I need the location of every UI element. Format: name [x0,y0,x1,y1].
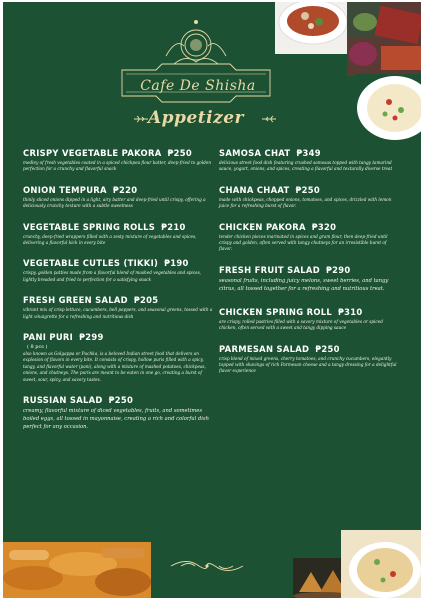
item-price: ₱299 [79,332,104,343]
item-price: ₱250 [295,184,321,195]
item-name: CHANA CHAAT [219,184,290,195]
menu-item [23,395,213,431]
menu-page [3,2,421,598]
item-name: PANI PURI [23,332,74,343]
item-price: ₱320 [311,221,337,232]
bottom-ornament-icon [169,555,245,577]
food-photo-bowl [275,2,347,54]
food-photo-fried-snacks [3,542,151,598]
item-description: medley of fresh vegetables coated in a spiced chickpea flour batter, deep-fried to golden perfection for a crunchy and flavorful snack [23,160,212,172]
section-title: Appetizer [147,108,245,128]
menu-item [23,148,213,173]
menu-item [219,265,397,293]
item-description: seasonal fruits, including juicy melons, sweet berries, and tangy citrus, all tossed together for a refreshing and nutritious treat. [219,277,389,292]
menu-item [219,307,397,332]
food-photo-salad-bowl [355,74,421,142]
item-name: CHICKEN SPRING ROLL [219,306,333,317]
item-description: crunchy, deep-fried wrappers filled with a zesty mixture of vegetables and spices, delivering a flavorful kick in every bite [23,233,197,246]
menu-column-right [219,148,397,384]
item-name: SAMOSA CHAT [219,148,291,158]
item-price: ₱349 [296,148,321,158]
flourish-right-icon [261,114,277,124]
item-name: CHICKEN PAKORA [219,221,306,232]
item-description: also known as Golgappa or Puchka, is a beloved Indian street food that delivers an explosion of flavors in every bite. It consists of crispy, hollow puris filled with a spicy, tangy, and flavorful water (pani), along with a mixture of mashed potatoes, chickpeas, onions, and chutneys. The puris are meant to be eaten in one go, creating a burst of sweet, sour, spicy, and savory tastes. [23,351,206,382]
item-name: VEGETABLE SPRING ROLLS [23,221,156,232]
item-description: delicious street food dish featuring crushed samosas topped with tangy tamarind sauce, yogurt, onions, and spices, creating a flavorful and texturally diverse treat [219,160,393,172]
food-photo-chicken [341,530,421,598]
item-name: FRESH FRUIT SALAD [219,264,320,275]
item-name: PARMESAN SALAD [219,343,310,354]
item-description: made with chickpeas, chopped onions, tomatoes, and spices, drizzled with lemon juice for a refreshing burst of flavor. [219,196,392,209]
item-price: ₱210 [161,221,186,232]
item-name: VEGETABLE CUTLES (TIKKI) [23,258,159,269]
menu-item [219,222,397,253]
item-price: ₱220 [112,184,138,195]
item-price: ₱250 [167,148,192,158]
menu-item [23,295,213,320]
item-price: ₱310 [338,306,363,317]
menu-item [219,185,397,210]
menu-column-left [23,148,213,440]
item-price: ₱290 [325,264,351,275]
menu-item [219,148,397,173]
menu-item [219,344,397,375]
menu-item [23,332,213,383]
item-description: thinly sliced onions dipped in a light, airy batter and deep-fried until crispy, offering a deliciously crunchy texture with a subtle sweetness [23,196,206,209]
item-description: tender chicken pieces marinated in spices and gram flour, then deep-fried until crispy and golden, often served with tangy chutneys for an irresistible burst of flavor. [219,233,388,252]
item-description: crisp blend of mixed greens, cherry tomatoes, and crunchy cucumbers, elegantly topped with shavings of rich Parmesan cheese and a tangy dressing for a delightful flavor experience [219,355,397,374]
item-description: vibrant mix of crisp lettuce, cucumbers, bell peppers, and seasonal greens, tossed with a light vinaigrette for a refreshing and nutritious dish [23,307,213,319]
item-name: FRESH GREEN SALAD [23,295,128,306]
food-photo-grill [347,2,421,76]
cafe-name: Cafe De Shisha [140,78,256,94]
item-name: CRISPY VEGETABLE PAKORA [23,148,162,158]
item-description: creamy, flavorful mixture of diced vegetables, fruits, and sometimes boiled eggs, all tossed in mayonnaise, creating a rich and colorful dish perfect for any occasion. [23,408,209,431]
menu-item [23,258,213,283]
item-description: crispy, golden patties made from a flavorful blend of mashed vegetables and spices, lightly breaded and fried to perfection for a satisfying snack [23,270,202,282]
item-note: ( 8 pcs ) [27,344,48,351]
item-description: are crispy, rolled pastries filled with a savory mixture of vegetables or spiced chicken, often served with a sweet and tangy dipping sauce [219,318,383,331]
item-price: ₱250 [108,395,134,406]
item-price: ₱190 [164,258,189,269]
item-name: RUSSIAN SALAD [23,395,103,406]
item-price: ₱205 [133,295,159,306]
item-name: ONION TEMPURA [23,184,107,195]
menu-item [23,222,213,247]
menu-item [23,185,213,210]
item-price: ₱250 [315,343,340,354]
